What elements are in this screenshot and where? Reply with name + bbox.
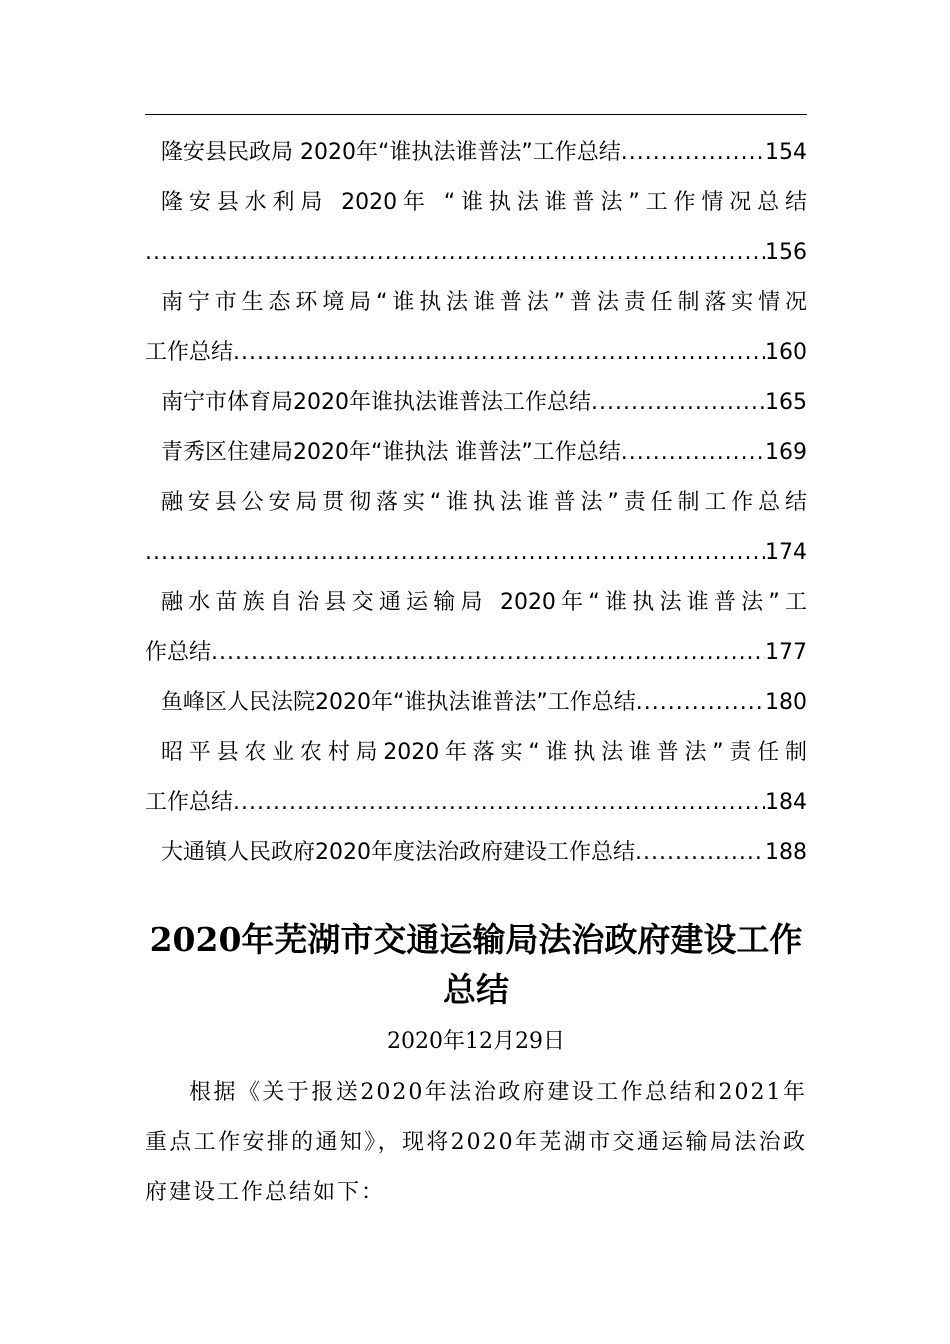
toc-entry-title: 南宁市生态环境局“谁执法谁普法”普法责任制落实情况 bbox=[161, 290, 807, 315]
toc-page-number: 169 bbox=[765, 440, 807, 465]
toc-leader-dots bbox=[621, 428, 765, 478]
toc-entry-title: 昭平县农业农村局2020年落实“谁执法谁普法”责任制 bbox=[161, 740, 807, 765]
toc-page-number: 188 bbox=[765, 840, 807, 865]
toc-entry[interactable] bbox=[145, 178, 807, 278]
toc-entry[interactable] bbox=[145, 578, 807, 678]
toc-leader-dots bbox=[145, 228, 765, 278]
document-date: 2020年12月29日 bbox=[387, 1029, 565, 1054]
toc-entry-title: 隆安县民政局 2020年“谁执法谁普法”工作总结 bbox=[161, 140, 621, 165]
toc-leader-dots bbox=[636, 678, 765, 728]
document-body-paragraph: 根据《关于报送2020年法治政府建设工作总结和2021年重点工作安排的通知》，现将2020年芜湖市交通运输局法治政府建设工作总结如下： bbox=[145, 1080, 807, 1205]
toc-leader-dots bbox=[233, 778, 765, 828]
toc-entry[interactable] bbox=[145, 428, 807, 478]
toc-entry-title: 融安县公安局贯彻落实“谁执法谁普法”责任制工作总结 bbox=[161, 490, 807, 515]
toc-leader-dots bbox=[591, 378, 765, 428]
toc-page-number: 184 bbox=[765, 790, 807, 815]
toc-leader-dots bbox=[211, 628, 765, 678]
toc-page-number: 156 bbox=[765, 240, 807, 265]
toc-entry[interactable] bbox=[145, 828, 807, 878]
toc-leader-dots bbox=[635, 828, 765, 878]
toc-entry[interactable] bbox=[145, 378, 807, 428]
toc-entry-title: 工作总结 bbox=[145, 790, 234, 815]
toc-entry-title: 青秀区住建局2020年“谁执法 谁普法”工作总结 bbox=[161, 440, 621, 465]
toc-entry-title: 大通镇人民政府2020年度法治政府建设工作总结 bbox=[161, 840, 635, 865]
toc-entry-title: 隆安县水利局 2020年 “谁执法谁普法”工作情况总结 bbox=[161, 190, 807, 215]
toc-entry[interactable] bbox=[145, 478, 807, 578]
toc-leader-dots bbox=[233, 328, 765, 378]
top-rule bbox=[145, 114, 807, 115]
table-of-contents bbox=[145, 128, 807, 878]
toc-entry[interactable] bbox=[145, 728, 807, 828]
toc-page-number: 177 bbox=[765, 640, 807, 665]
toc-entry-title: 南宁市体育局2020年谁执法谁普法工作总结 bbox=[161, 390, 591, 415]
toc-page-number: 160 bbox=[765, 340, 807, 365]
toc-entry-title: 鱼峰区人民法院2020年“谁执法谁普法”工作总结 bbox=[161, 690, 636, 715]
toc-entry[interactable] bbox=[145, 678, 807, 728]
toc-page-number: 154 bbox=[765, 140, 807, 165]
toc-leader-dots bbox=[621, 128, 765, 178]
toc-entry-title: 作总结 bbox=[145, 640, 212, 665]
toc-entry[interactable] bbox=[145, 128, 807, 178]
toc-entry-title: 融水苗族自治县交通运输局 2020年“谁执法谁普法”工 bbox=[161, 590, 807, 615]
toc-leader-dots bbox=[145, 528, 765, 578]
toc-page-number: 174 bbox=[765, 540, 807, 565]
toc-page-number: 180 bbox=[765, 690, 807, 715]
toc-page-number: 165 bbox=[765, 390, 807, 415]
document-title: 2020年芜湖市交通运输局法治政府建设工作总结 bbox=[149, 920, 803, 1009]
toc-entry-title: 工作总结 bbox=[145, 340, 234, 365]
toc-entry[interactable] bbox=[145, 278, 807, 378]
